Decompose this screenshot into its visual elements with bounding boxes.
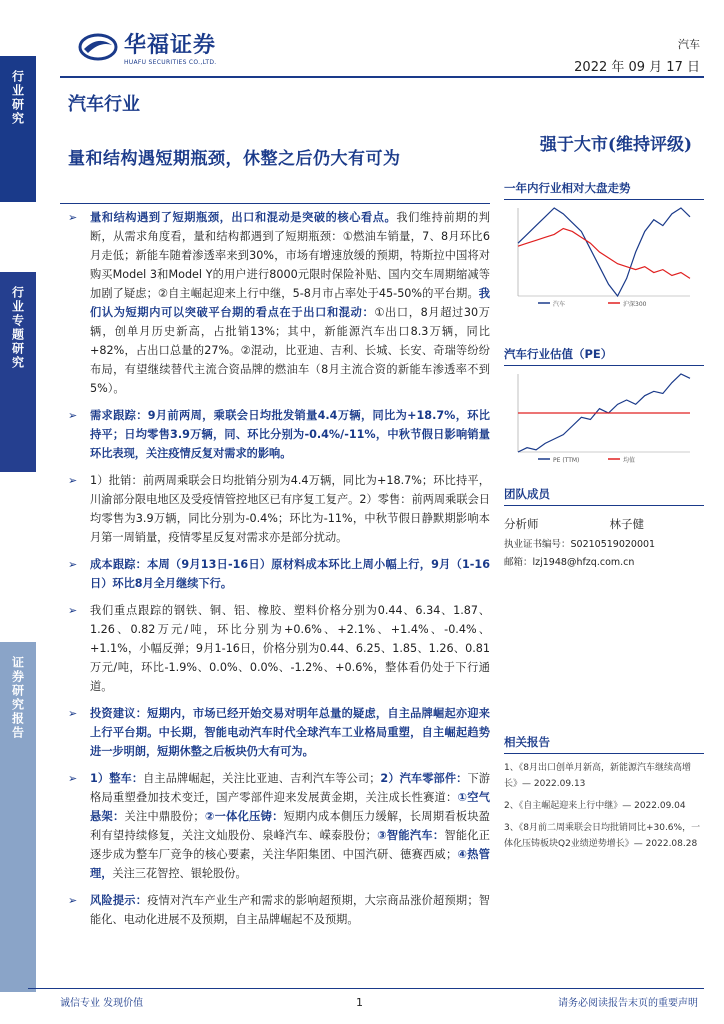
detail-paragraph-demand (62, 471, 490, 547)
body-text: 1）批销：前两周乘联会日均批销分别为4.4万辆，同比为+18.7%；环比持平，川渝部分限电地区及受疫情管控地区已有序复工复产。2）零售：前两周乘联会日均零售为3.9万辆，同比分别为-0.4%；环比为-11%，中秋节假日静默期影响本月第一周销量，疫情零星反复对需求亦是部分扰动。 (90, 474, 490, 544)
sector-heading: 汽车行业 (68, 94, 140, 115)
footer-slogan: 诚信专业 发现价值 (60, 998, 144, 1009)
series-line-1 (518, 229, 690, 279)
detail-paragraph-cost (62, 601, 490, 696)
summary-paragraph-cost (62, 555, 490, 593)
body-text: 投资建议：短期内，市场已经开始交易对明年总量的疑虑，自主品牌崛起亦迎来上行平台期。中长期，智能电动汽车时代全球汽车工业格局重塑，自主崛起趋势进一步明朗，短期休整之后板块仍大有可为。 (90, 707, 490, 758)
rating-label: 强于大市(维持评级) (539, 135, 692, 155)
footer-divider (28, 988, 704, 989)
team-title: 团队成员 (504, 486, 704, 506)
body-text: 疫情对汽车产业生产和需求的影响超预期，大宗商品涨价超预期；智能化、电动化进展不及预期，自主品牌崛起不及预期。 (90, 894, 490, 926)
summary-paragraph-structure (62, 208, 490, 398)
company-logo (78, 28, 217, 66)
relative-performance-chart (504, 200, 704, 310)
highlight-text: 2）汽车零部件： (380, 772, 468, 785)
sector-tag: 汽车 (678, 38, 700, 51)
highlight-text: 风险提示： (90, 894, 148, 907)
legend-label: 均值 (623, 457, 636, 464)
analyst-role: 分析师 (504, 517, 539, 531)
footer-disclaimer: 请务必阅读报告末页的重要声明 (558, 998, 698, 1009)
summary-paragraph-investment (62, 704, 490, 761)
arrow-bullet-icon: ➢ (68, 894, 78, 907)
logo-chinese-name: 华福证券 (124, 32, 217, 58)
body-text: 需求跟踪：9月前两周，乘联会日均批发销量4.4万辆，同比为+18.7%，环比持平；日均零售3.9万辆，同、环比分别为-0.4%/-11%，中秋节假日影响销量环比表现，关注疫情反复对需求的影响。 (90, 409, 490, 460)
body-text: 我们维持前期的判断，从需求角度看，量和结构都遇到了短期瓶颈：①燃油车销量，7、8月环比6月走低；新能车随着渗透率来到30%，市场有增速放缓的预期，特斯拉中国将对购买Model 3和Model Y的用户进行8000元限时保险补贴、国内交车周期缩减等加剧了疑虑；②自主崛起迎来上行中继，5-8月市占率处于45-50%的平台期。 (90, 211, 490, 300)
summary-paragraph-demand (62, 406, 490, 463)
sidebar-label: 证券研究报告 (10, 656, 25, 740)
body-text: ①出口，8月超过30万辆，创单月历史新高，占批销13%；其中，新能源汽车出口8.3万辆，同比+82%，占出口总量的27%。②混动，比亚迪、吉利、长城、长安、奇瑞等纷纷布局，有望继续替代主流合资品牌的燃油车（8月主流合资的新能车渗透率不到5%）。 (90, 306, 490, 395)
right-column (504, 180, 704, 852)
series-line-0 (518, 208, 690, 296)
arrow-bullet-icon: ➢ (68, 474, 78, 487)
body-text: 关注中鼎股份； (124, 810, 205, 823)
highlight-text: ②一体化压铸： (204, 810, 284, 823)
legend-label: 沪深300 (623, 301, 647, 308)
title-divider (60, 203, 490, 204)
sidebar-label: 行业专题研究 (10, 286, 25, 370)
body-text: 我们重点跟踪的钢铁、铜、铝、橡胶、塑料价格分别为0.44、6.34、1.87、1.26、0.82万元/吨，环比分别为+0.6%、+2.1%、+1.4%、-0.4%、+1.1%，小幅反弹；9月1-16日，价格分别为0.44、6.25、1.85、1.26、0.81万元/吨，环比-1.9%、0.0%、0.0%、-1.2%、+0.6%，整体看仍处于下行通道。 (90, 604, 490, 693)
sidebar-block-industry-research (0, 56, 36, 202)
highlight-text: ①空气悬架： (90, 791, 490, 823)
certificate-number: 执业证书编号：S0210519020001 (504, 539, 656, 550)
chart1-title: 一年内行业相对大盘走势 (504, 180, 704, 200)
risk-paragraph (62, 891, 490, 929)
body-text: 智能化正逐步成为整车厂竞争的核心要素，关注华阳集团、中国汽研、德赛西威； (90, 829, 490, 861)
logo-mark-icon (78, 33, 118, 61)
arrow-bullet-icon: ➢ (68, 604, 78, 617)
sidebar-block-securities-report (0, 642, 36, 992)
detail-paragraph-investment (62, 769, 490, 883)
page-number: 1 (356, 996, 363, 1009)
logo-english-name: HUAFU SECURITIES CO.,LTD. (124, 59, 217, 66)
sidebar-label: 行业研究 (10, 70, 25, 126)
chart2-title: 汽车行业估值（PE） (504, 346, 704, 366)
header-divider (60, 76, 704, 78)
highlight-text: 量和结构遇到了短期瓶颈，出口和混动是突破的核心看点。 (90, 211, 397, 224)
analyst-name: 林子健 (609, 517, 644, 531)
body-text: 成本跟踪：本周（9月13日-16日）原材料成本环比上周小幅上行，9月（1-16日）环比8月全月继续下行。 (90, 558, 490, 590)
related-report-item[interactable]: 2、《自主崛起迎来上行中继》— 2022.09.04 (504, 801, 686, 811)
report-title: 量和结构遇短期瓶颈，休整之后仍大有可为 (68, 149, 401, 169)
highlight-text: 我们认为短期内可以突破平台期的看点在于出口和混动： (90, 287, 490, 319)
pe-valuation-chart (504, 366, 704, 466)
arrow-bullet-icon: ➢ (68, 409, 78, 422)
sidebar-block-special-research (0, 272, 36, 472)
body-text: 短期内成本側压力缓解，长周期看板块盈利有望持续修复，关注文灿股份、泉峰汽车、嵘泰股份； (90, 810, 490, 842)
highlight-text: ④热管理， (90, 848, 490, 880)
arrow-bullet-icon: ➢ (68, 707, 78, 720)
highlight-text: ③智能汽车： (376, 829, 445, 842)
body-text: 下游格局重塑叠加技术变迁，国产零部件迎来发展黄金期，关注成长性赛道： (90, 772, 490, 804)
arrow-bullet-icon: ➢ (68, 558, 78, 571)
legend-label: 汽车 (553, 301, 566, 308)
legend-label: PE (TTM) (553, 457, 580, 464)
report-body (62, 208, 490, 937)
highlight-text: 1）整车： (90, 772, 144, 785)
report-date: 2022 年 09 月 17 日 (574, 60, 700, 75)
arrow-bullet-icon: ➢ (68, 211, 78, 224)
related-report-item[interactable]: 1、《8月出口创单月新高，新能源汽车继续高增长》— 2022.09.13 (504, 763, 691, 789)
related-title: 相关报告 (504, 734, 704, 754)
body-text: 关注三花智控、银轮股份。 (112, 867, 247, 880)
body-text: 自主品牌崛起，关注比亚迪、吉利汽车等公司； (143, 772, 381, 785)
analyst-email[interactable]: 邮箱：lzj1948@hfzq.com.cn (504, 557, 635, 568)
arrow-bullet-icon: ➢ (68, 772, 78, 785)
related-report-item[interactable]: 3、《8月前二周乘联会日均批销同比+30.6%，一体化压铸板块Q2业绩逆势增长》— 2022.08.28 (504, 823, 701, 849)
